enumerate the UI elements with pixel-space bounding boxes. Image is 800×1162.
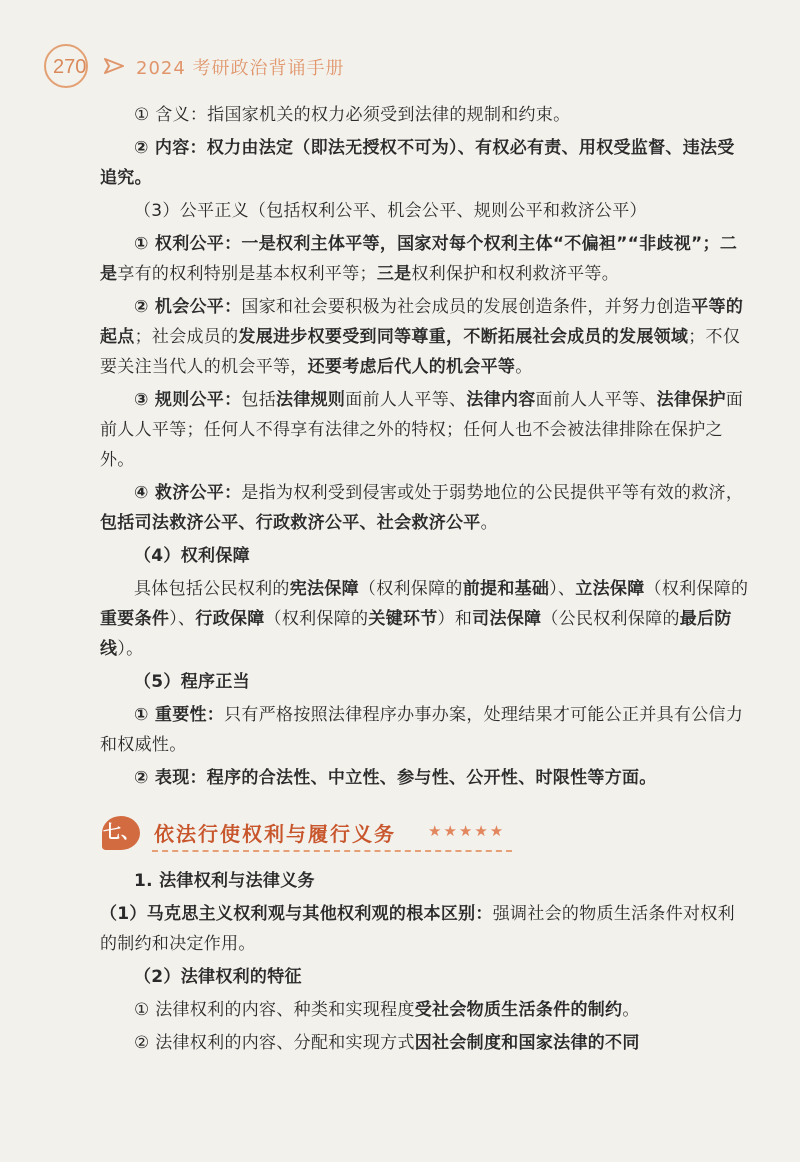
- importance-stars: ★★★★★: [428, 822, 506, 840]
- text-run: ② 内容：权力由法定（即法无授权不可为）、有权必有责、用权受监督、违法受追究。: [100, 138, 735, 188]
- text-run: （4）权利保障: [134, 546, 250, 566]
- text-run: 司法保障: [472, 609, 542, 629]
- text-run: 包括司法救济公平、行政救济公平、社会救济公平: [100, 513, 481, 533]
- text-run: ；不仅要关注当代人的机会平等，: [100, 327, 741, 377]
- paragraph-rights-fairness: [100, 229, 750, 289]
- heading-rights-characteristics: [100, 962, 750, 992]
- text-run: （权利保障的: [358, 579, 463, 599]
- text-run: ）、: [549, 579, 576, 599]
- text-run: 面前人人平等；任何人不得享有法律之外的特权；任何人也不会被法律排除在保护之外。: [100, 390, 744, 470]
- paragraph-due-process-manifestation: [100, 763, 750, 793]
- text-run: 重要条件: [100, 609, 170, 629]
- text-run: 还要考虑后代人的机会平等: [307, 357, 516, 377]
- text-run: ）和: [437, 609, 473, 629]
- text-run: ）。: [117, 639, 144, 659]
- text-run: 一是权利主体平等，国家对每个权利主体“不偏袒”“非歧视”；: [241, 234, 720, 254]
- text-run: （1）马克思主义权利观与其他权利观的根本区别：: [100, 904, 493, 924]
- text-run: （权利保障的: [644, 579, 749, 599]
- text-run: 三是: [376, 264, 412, 284]
- text-run: 法律规则: [276, 390, 346, 410]
- text-run: ② 法律权利的内容、分配和实现方式: [134, 1033, 415, 1053]
- text-run: 强调社会的物质生活条件对权利的制约和决定作用。: [100, 904, 735, 954]
- text-run: 。: [480, 513, 498, 533]
- section-title: 依法行使权利与履行义务: [154, 822, 396, 846]
- paragraph-rule-fairness: [100, 385, 750, 475]
- heading-legal-rights-duties: [100, 866, 750, 896]
- text-run: ③ 规则公平：: [134, 390, 242, 410]
- page-number: 270: [53, 56, 87, 78]
- text-run: （权利保障的: [264, 609, 369, 629]
- text-run: 。: [622, 1000, 640, 1020]
- text-run: 国家和社会要积极为社会成员的发展创造条件，并努力创造: [241, 297, 692, 317]
- text-run: ① 权利公平：: [134, 234, 242, 254]
- paragraph-marxist-view: [100, 899, 750, 959]
- text-run: ② 表现：程序的合法性、中立性、参与性、公开性、时限性等方面。: [134, 768, 657, 788]
- text-run: ）、: [169, 609, 196, 629]
- paragraph-meaning: [100, 100, 750, 130]
- body-text-lower: [100, 866, 750, 1061]
- text-run: 法律内容: [466, 390, 536, 410]
- text-run: 包括: [241, 390, 277, 410]
- text-run: 具体包括公民权利的: [134, 579, 290, 599]
- text-run: 平等的起点: [100, 297, 744, 347]
- text-run: 权利保护和权利救济平等。: [411, 264, 620, 284]
- text-run: ① 重要性：: [134, 705, 225, 725]
- body-text-upper: [100, 100, 750, 796]
- text-run: 因社会制度和国家法律的不同: [414, 1033, 640, 1053]
- paragraph-rights-guarantee: [100, 574, 750, 664]
- text-run: 关键环节: [368, 609, 438, 629]
- section-heading-7: [92, 812, 522, 852]
- text-run: 1. 法律权利与法律义务: [134, 871, 315, 891]
- page-header: [40, 40, 760, 94]
- section-number-badge: 七、: [102, 816, 140, 850]
- text-run: 最后防线: [100, 609, 732, 659]
- paragraph-due-process-importance: [100, 700, 750, 760]
- text-run: 享有的权利特别是基本权利平等；: [117, 264, 377, 284]
- text-run: ① 法律权利的内容、种类和实现程度: [134, 1000, 415, 1020]
- text-run: 法律保护: [656, 390, 726, 410]
- text-run: ② 机会公平：: [134, 297, 242, 317]
- paragraph-opportunity-fairness: [100, 292, 750, 382]
- text-run: 宪法保障: [289, 579, 359, 599]
- text-run: 面前人人平等、: [345, 390, 467, 410]
- heading-rights-guarantee: [100, 541, 750, 571]
- text-run: 是指为权利受到侵害或处于弱势地位的公民提供平等有效的救济，: [241, 483, 744, 503]
- text-run: 面前人人平等、: [535, 390, 657, 410]
- text-run: （2）法律权利的特征: [134, 967, 302, 987]
- text-run: （5）程序正当: [134, 672, 250, 692]
- text-run: 二是: [100, 234, 738, 284]
- text-run: 。: [515, 357, 533, 377]
- paragraph-content: [100, 133, 750, 193]
- text-run: 行政保障: [195, 609, 265, 629]
- paragraph-characteristic-2: [100, 1028, 750, 1058]
- book-title: 2024 考研政治背诵手册: [136, 58, 345, 79]
- text-run: ① 含义：指国家机关的权力必须受到法律的规制和约束。: [134, 105, 571, 125]
- heading-fairness: [100, 196, 750, 226]
- text-run: （3）公平正义（包括权利公平、机会公平、规则公平和救济公平）: [134, 201, 647, 221]
- text-run: 立法保障: [575, 579, 645, 599]
- paper-plane-icon: [104, 56, 124, 76]
- text-run: 前提和基础: [462, 579, 550, 599]
- text-run: ④ 救济公平：: [134, 483, 242, 503]
- text-run: 发展进步权要受到同等尊重，不断拓展社会成员的发展领域: [238, 327, 689, 347]
- paragraph-relief-fairness: [100, 478, 750, 538]
- text-run: 只有严格按照法律程序办事办案，处理结果才可能公正并具有公信力和权威性。: [100, 705, 744, 755]
- text-run: （公民权利保障的: [541, 609, 680, 629]
- heading-due-process: [100, 667, 750, 697]
- text-run: ；社会成员的: [134, 327, 239, 347]
- section-underline: [152, 850, 512, 852]
- text-run: 受社会物质生活条件的制约: [414, 1000, 623, 1020]
- paragraph-characteristic-1: [100, 995, 750, 1025]
